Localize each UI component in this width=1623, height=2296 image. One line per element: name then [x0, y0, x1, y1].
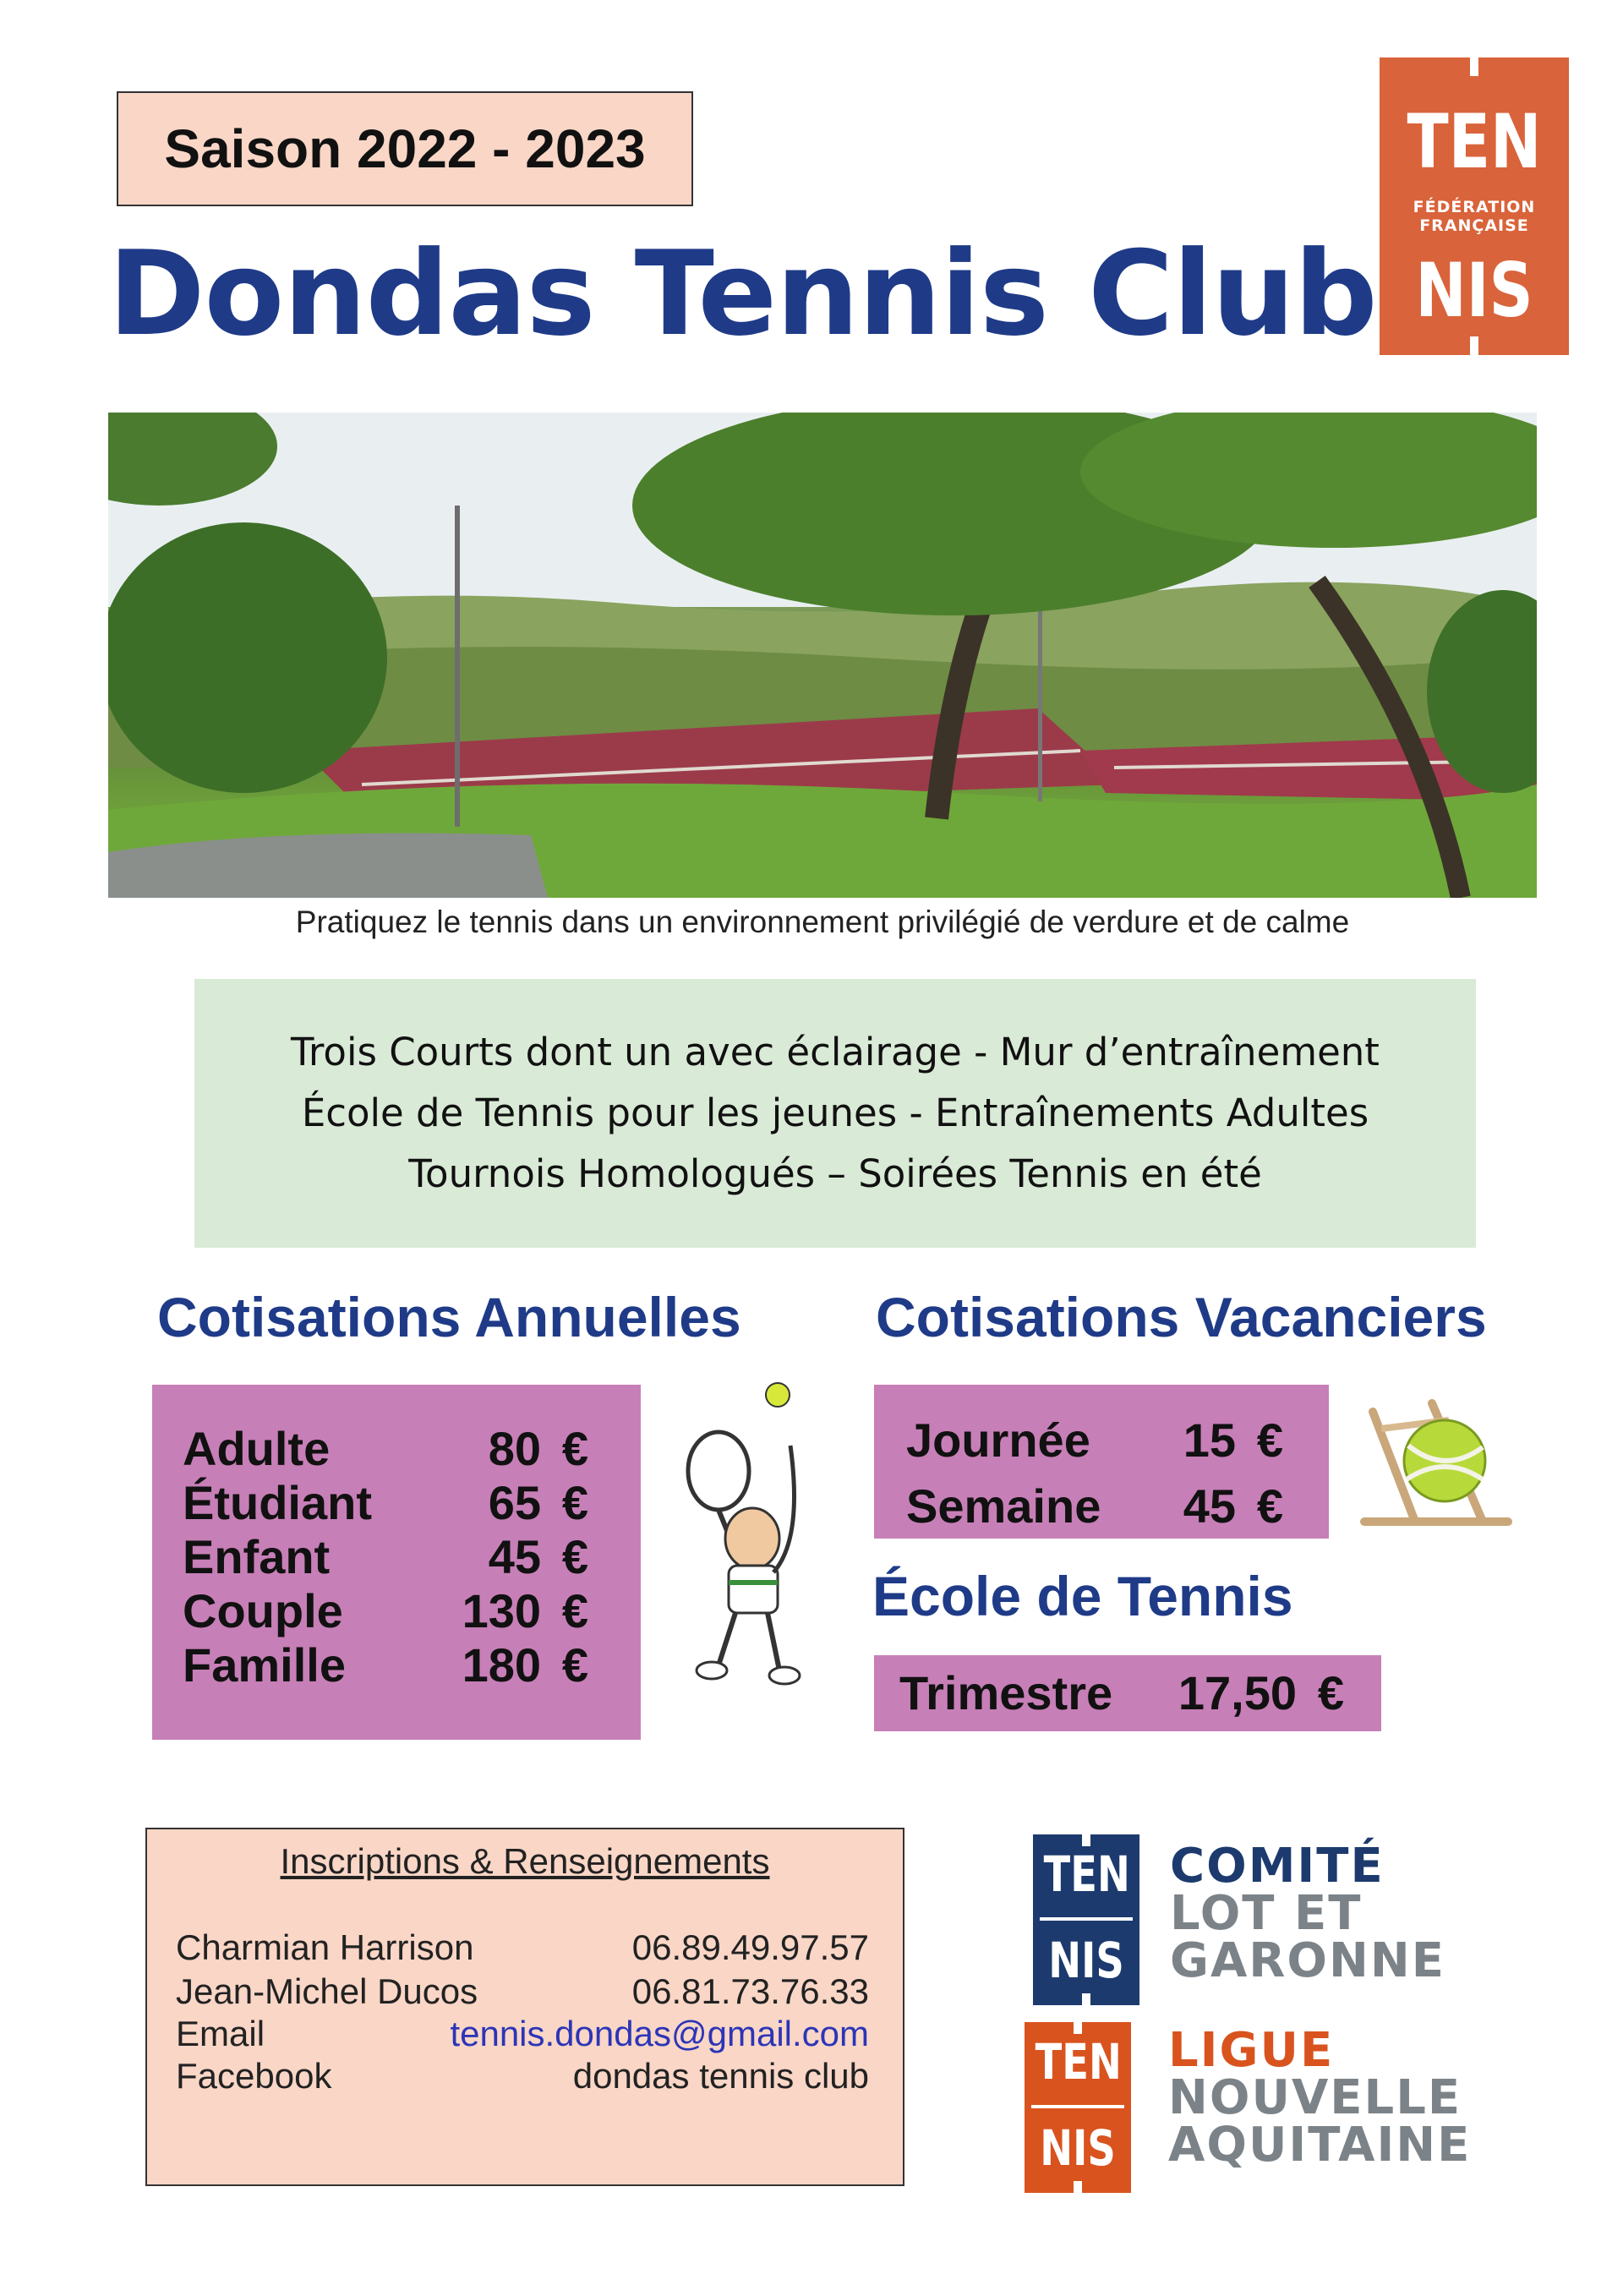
- tennis-courts-photo: [108, 413, 1537, 898]
- annual-fees-title: Cotisations Annuelles: [157, 1286, 741, 1348]
- fft-logo-top-text: TEN: [1407, 98, 1542, 185]
- fee-label: Journée: [906, 1413, 1090, 1467]
- logo-divider: [1040, 1917, 1133, 1921]
- comite-line3: GARONNE: [1170, 1933, 1446, 1988]
- tennis-school-fees-table: [874, 1655, 1381, 1731]
- fee-row: [152, 1476, 641, 1530]
- fee-currency: €: [561, 1584, 588, 1637]
- ligue-logo-top-text: TEN: [1035, 2033, 1122, 2091]
- fee-row: [152, 1530, 641, 1584]
- contact-label: Jean-Michel Ducos: [176, 1971, 478, 2011]
- fee-row: [152, 1638, 641, 1692]
- logo-notch-bottom: [1470, 336, 1478, 355]
- logo-notch-top: [1470, 57, 1478, 76]
- fee-row: [152, 1584, 641, 1638]
- fee-price: 45: [488, 1530, 541, 1583]
- ligue-logo-bottom-text: NIS: [1040, 2119, 1116, 2177]
- fft-logo-federation-line2: FRANÇAISE: [1419, 216, 1529, 235]
- registration-info-box: [145, 1828, 904, 2186]
- fee-label: Adulte: [183, 1422, 331, 1475]
- annual-fees-table: [152, 1385, 641, 1740]
- comite-logo-bottom-text: NIS: [1048, 1932, 1124, 1989]
- comite-name: [1170, 1839, 1446, 1988]
- contact-label: Email: [176, 2014, 265, 2053]
- photo-caption: Pratiquez le tennis dans un environnement privilégié de verdure et de calme: [295, 905, 1350, 939]
- comite-tennis-logo: [1033, 1834, 1139, 2005]
- tennis-player-drawing: [668, 1369, 820, 1691]
- fee-price: 65: [488, 1476, 541, 1529]
- registration-info-title: Inscriptions & Renseignements: [280, 1841, 770, 1881]
- fee-currency: €: [1317, 1666, 1344, 1719]
- fee-label: Trimestre: [899, 1666, 1113, 1719]
- logo-notch-bottom: [1074, 2181, 1082, 2193]
- vacationer-fees-title: Cotisations Vacanciers: [876, 1286, 1487, 1348]
- contact-label: Charmian Harrison: [176, 1927, 474, 1967]
- contact-row: [176, 1970, 869, 2014]
- ligue-line3: AQUITAINE: [1168, 2118, 1472, 2173]
- vacationer-fees-table: [874, 1385, 1329, 1539]
- fee-currency: €: [561, 1422, 588, 1475]
- season-badge: [117, 91, 693, 206]
- contact-label: Facebook: [176, 2056, 332, 2096]
- fft-logo-federation-line1: FÉDÉRATION: [1413, 198, 1536, 216]
- comite-line1: COMITÉ: [1170, 1839, 1385, 1894]
- fft-logo-bottom-text: NIS: [1415, 247, 1533, 334]
- fee-price: 17,50: [1178, 1666, 1297, 1719]
- tennis-player-cartoon-icon: [668, 1369, 820, 1691]
- feature-line: École de Tennis pour les jeunes - Entraînements Adultes: [301, 1091, 1369, 1135]
- feature-line: Trois Courts dont un avec éclairage - Mur d’entraînement: [291, 1030, 1380, 1074]
- fee-row: [874, 1664, 1381, 1723]
- logo-notch-top: [1082, 1834, 1090, 1846]
- fee-row: [874, 1405, 1329, 1476]
- tennis-school-title: École de Tennis: [872, 1565, 1293, 1627]
- fee-price: 80: [488, 1422, 541, 1475]
- ligue-name: [1168, 2023, 1472, 2173]
- fee-currency: €: [561, 1476, 588, 1529]
- fee-label: Famille: [183, 1638, 346, 1692]
- fee-currency: €: [1256, 1479, 1283, 1533]
- contact-phone[interactable]: 06.81.73.76.33: [631, 1971, 869, 2011]
- photo-illustration: [108, 413, 1537, 898]
- fee-price: 15: [1183, 1413, 1236, 1467]
- fee-currency: €: [561, 1530, 588, 1583]
- fee-row: [874, 1476, 1329, 1537]
- ligue-line1: LIGUE: [1168, 2023, 1335, 2078]
- club-title: Dondas Tennis Club: [108, 226, 1377, 362]
- contact-row: [176, 2054, 869, 2098]
- fee-label: Semaine: [906, 1479, 1101, 1533]
- season-label: Saison 2022 - 2023: [164, 118, 646, 179]
- fee-currency: €: [1256, 1413, 1283, 1467]
- comite-line2: LOT ET: [1170, 1886, 1363, 1941]
- features-box: [194, 979, 1476, 1248]
- fee-label: Enfant: [183, 1530, 331, 1583]
- fft-logo-federation: [1380, 198, 1569, 235]
- fee-price: 45: [1183, 1479, 1236, 1533]
- fee-label: Étudiant: [183, 1476, 372, 1529]
- logo-notch-top: [1074, 2022, 1082, 2034]
- facebook-link[interactable]: dondas tennis club: [572, 2056, 869, 2096]
- logo-divider: [1031, 2105, 1124, 2108]
- logo-notch-bottom: [1082, 1993, 1090, 2005]
- fee-price: 180: [462, 1638, 541, 1692]
- fee-row: [152, 1422, 641, 1476]
- fee-currency: €: [561, 1638, 588, 1692]
- contact-phone[interactable]: 06.89.49.97.57: [631, 1927, 869, 1967]
- deck-chair-drawing: [1356, 1395, 1516, 1539]
- contact-row: [176, 2012, 869, 2056]
- ligue-line2: NOUVELLE: [1168, 2070, 1462, 2125]
- feature-line: Tournois Homologués – Soirées Tennis en été: [408, 1151, 1262, 1196]
- fee-price: 130: [462, 1584, 541, 1637]
- comite-logo-top-text: TEN: [1043, 1845, 1130, 1903]
- deck-chair-tennis-ball-icon: [1356, 1395, 1516, 1539]
- fee-label: Couple: [183, 1584, 343, 1637]
- fft-logo: [1380, 57, 1569, 355]
- contact-row: [176, 1926, 869, 1970]
- ligue-tennis-logo: [1025, 2022, 1131, 2193]
- email-link[interactable]: tennis.dondas@gmail.com: [450, 2014, 869, 2053]
